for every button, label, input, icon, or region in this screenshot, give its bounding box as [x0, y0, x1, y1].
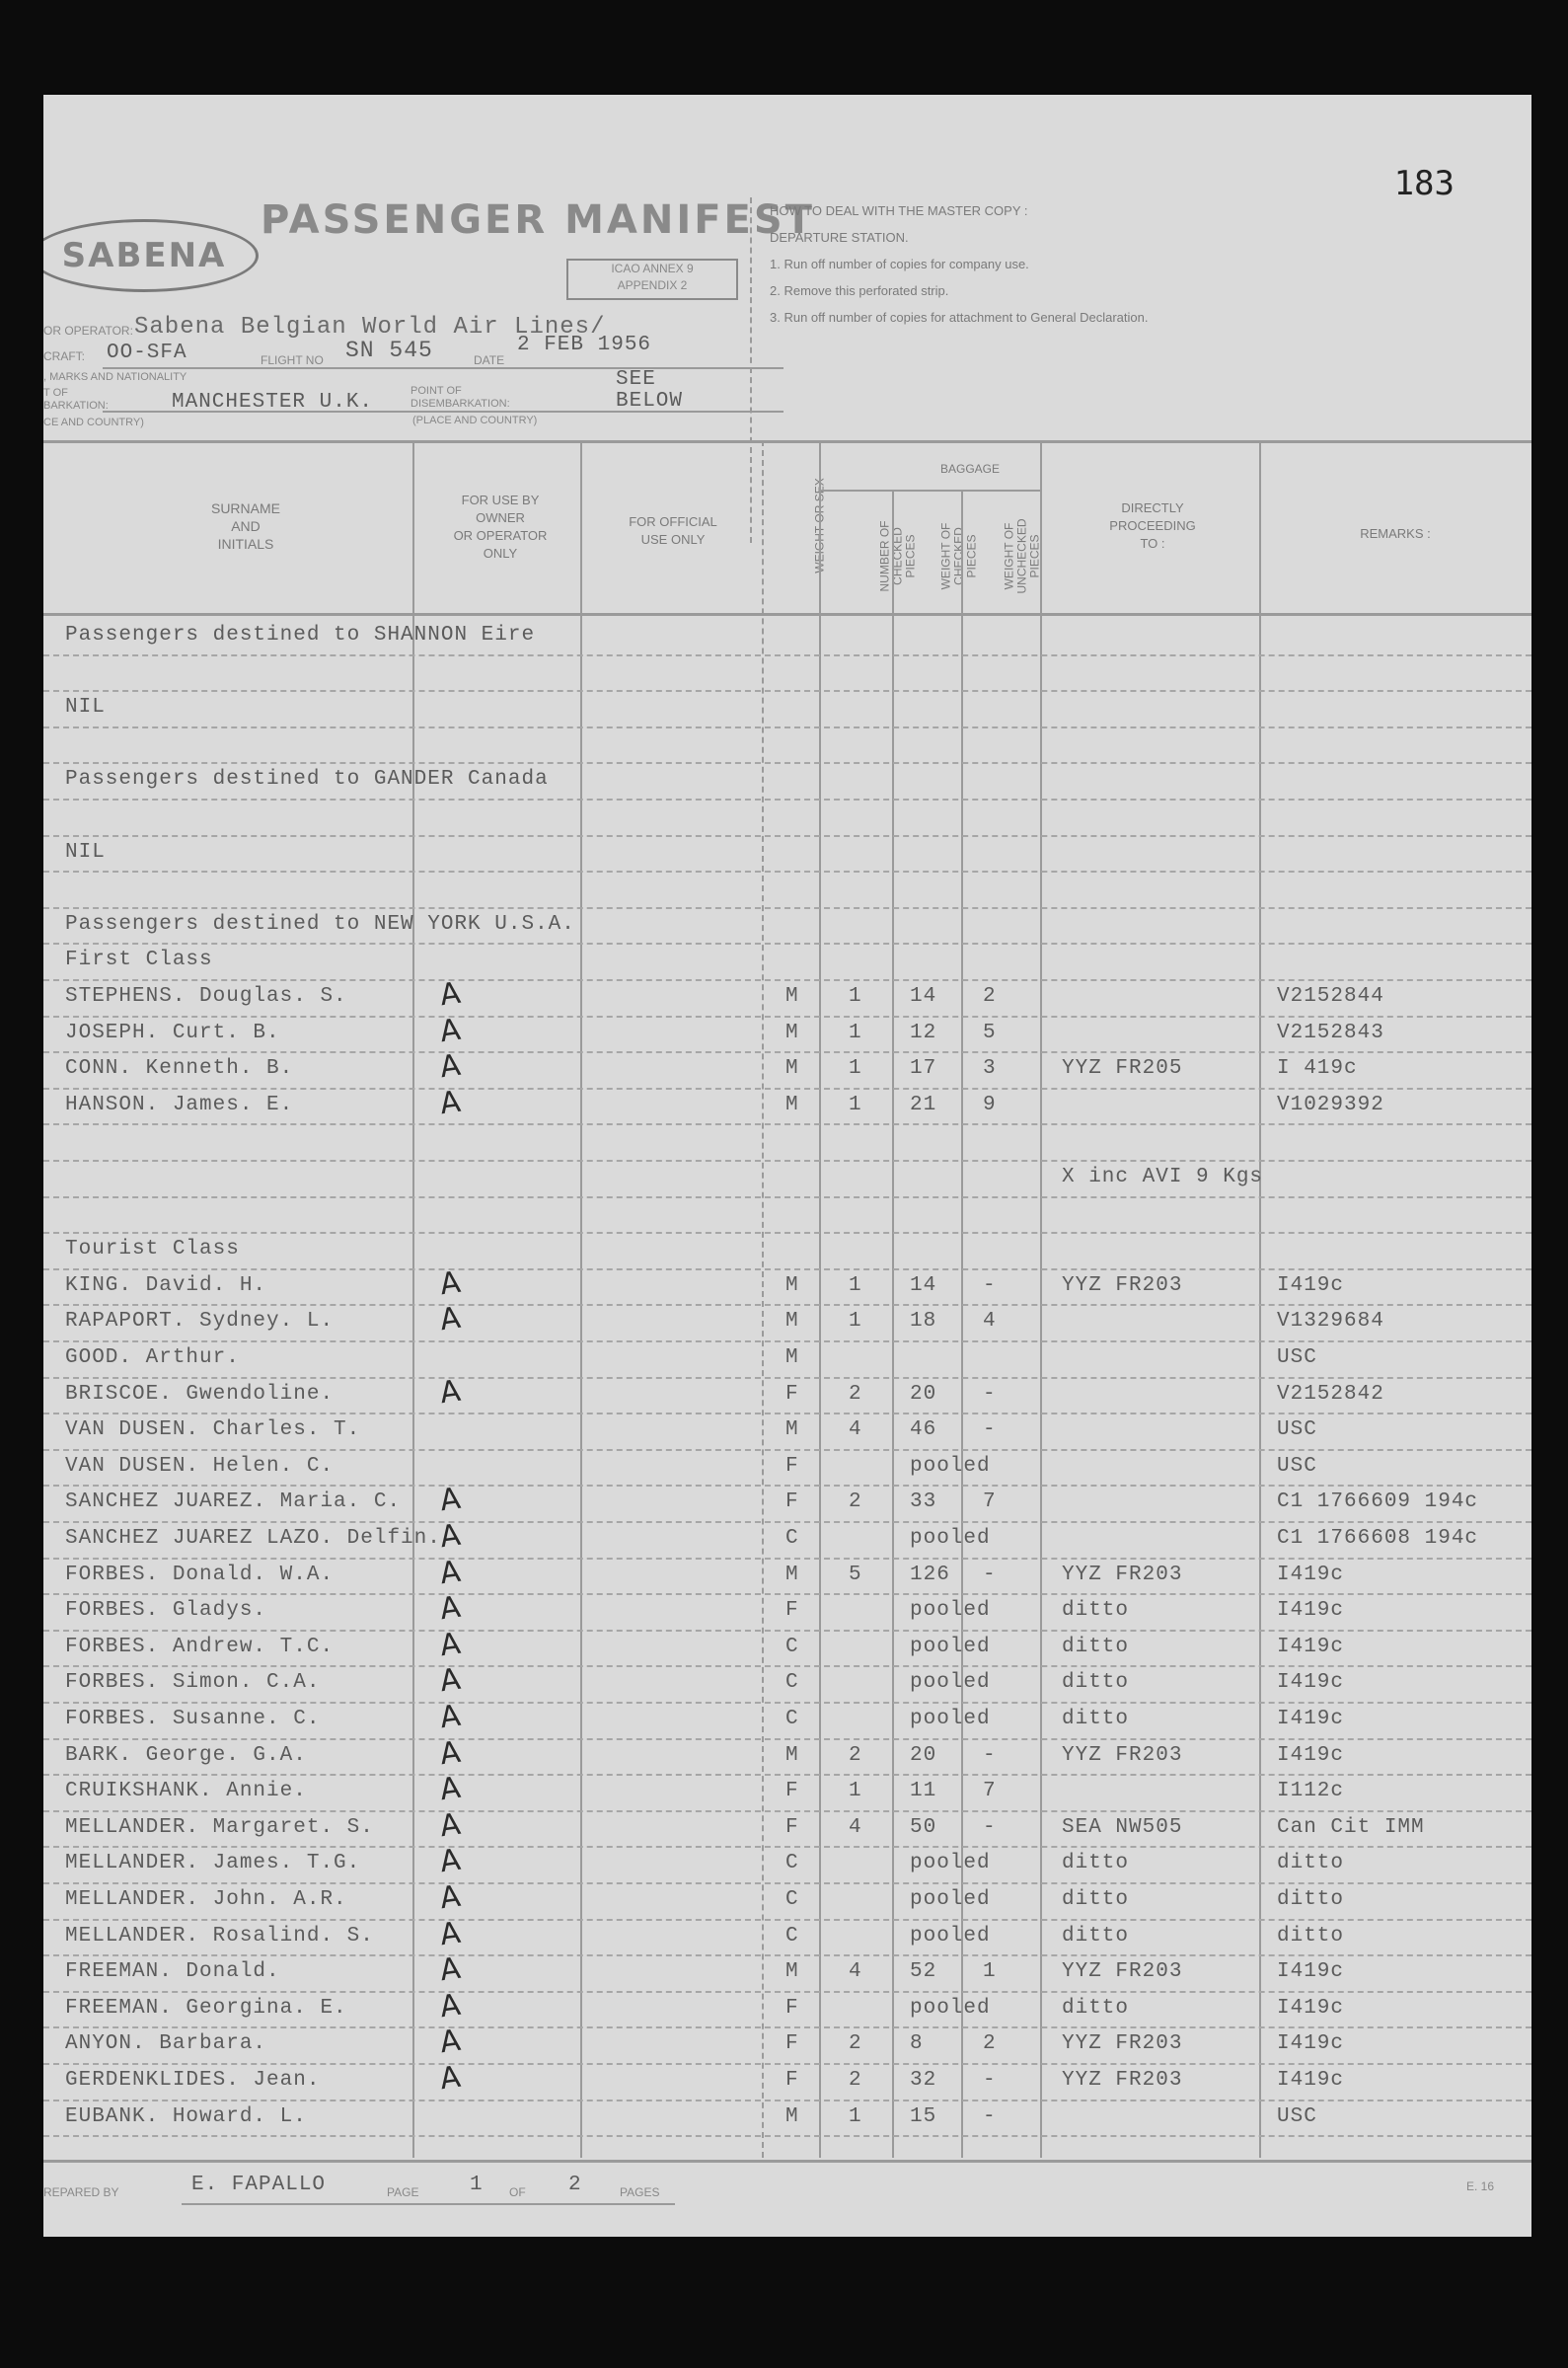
row-rule	[43, 2135, 1531, 2137]
row-remarks: I419c	[1277, 1273, 1345, 1297]
table-row	[43, 1413, 1531, 1450]
instruction-2: 2. Remove this perforated strip.	[770, 283, 949, 298]
row-name: GOOD. Arthur.	[65, 1346, 240, 1369]
row-checked-weight: 21	[910, 1093, 937, 1116]
row-checked-weight: pooled	[910, 1671, 991, 1695]
table-row	[43, 1123, 1531, 1161]
handwritten-check-mark: A	[437, 1806, 463, 1845]
row-name: Tourist Class	[65, 1238, 240, 1261]
col-num-checked: NUMBER OF CHECKED PIECES	[877, 520, 918, 592]
handwritten-check-mark: A	[437, 975, 463, 1014]
table-row	[43, 1301, 1531, 1341]
instruction-1: 1. Run off number of copies for company use.	[770, 257, 1029, 271]
row-remarks: I419c	[1277, 2032, 1345, 2056]
handwritten-check-mark: A	[437, 1626, 463, 1664]
row-name: HANSON. James. E.	[65, 1093, 294, 1116]
embark-value: MANCHESTER U.K.	[172, 391, 374, 414]
row-proceeding-to: YYZ FR203	[1062, 1273, 1183, 1297]
row-sex: C	[785, 1888, 799, 1911]
craft-value: OO-SFA	[107, 342, 187, 364]
row-remarks: V1029392	[1277, 1093, 1384, 1116]
col-baggage: BAGGAGE	[939, 462, 1001, 476]
table-row	[43, 1843, 1531, 1883]
row-name: MELLANDER. James. T.G.	[65, 1852, 361, 1875]
row-proceeding-to: ditto	[1062, 1888, 1130, 1911]
col-wt-checked: WEIGHT OF CHECKED PIECES	[938, 522, 979, 590]
row-unchecked-weight: -	[983, 1418, 997, 1442]
handwritten-check-mark: A	[437, 1301, 463, 1338]
handwritten-check-mark: A	[437, 1950, 463, 1989]
handwritten-check-mark: A	[437, 1662, 463, 1700]
row-sex: F	[785, 1996, 799, 2020]
row-remarks: ditto	[1277, 1852, 1345, 1875]
row-checked-weight: 8	[910, 2032, 924, 2056]
row-checked-pieces: 2	[849, 1743, 862, 1767]
row-remarks: USC	[1277, 1418, 1317, 1442]
handwritten-check-mark: A	[437, 1047, 463, 1086]
row-unchecked-weight: 2	[983, 2032, 997, 2056]
row-sex: M	[785, 2104, 799, 2128]
row-proceeding-to: ditto	[1062, 1671, 1130, 1695]
row-checked-pieces: 1	[849, 1780, 862, 1803]
table-top-border	[43, 440, 1531, 443]
date-value: 2 FEB 1956	[517, 334, 652, 356]
row-sex: M	[785, 1310, 799, 1334]
sabena-logo: SABENA	[43, 219, 259, 292]
instruction-heading: HOW TO DEAL WITH THE MASTER COPY :	[770, 203, 1028, 218]
row-sex: F	[785, 2069, 799, 2092]
row-unchecked-weight: 7	[983, 1780, 997, 1803]
row-checked-weight: 33	[910, 1490, 937, 1514]
table-row	[43, 1160, 1531, 1197]
row-name: NIL	[65, 840, 106, 864]
table-row	[43, 1340, 1531, 1378]
row-checked-weight: pooled	[910, 1888, 991, 1911]
manifest-title: PASSENGER MANIFEST	[261, 197, 815, 243]
row-checked-weight: pooled	[910, 1852, 991, 1875]
table-row	[43, 975, 1531, 1017]
table-row	[43, 1589, 1531, 1631]
table-row	[43, 1987, 1531, 2028]
row-checked-weight: 12	[910, 1021, 937, 1044]
manifest-sheet	[43, 95, 1531, 2237]
baggage-header-rule	[819, 490, 1040, 492]
col-surname: SURNAME AND INITIALS	[210, 500, 280, 552]
row-sex: M	[785, 1093, 799, 1116]
row-name: GERDENKLIDES. Jean.	[65, 2069, 321, 2092]
disembark-place-label: (PLACE AND COUNTRY)	[412, 415, 538, 426]
row-checked-weight: 50	[910, 1815, 937, 1839]
row-unchecked-weight: 2	[983, 985, 997, 1008]
row-checked-pieces: 4	[849, 1815, 862, 1839]
handwritten-check-mark: A	[437, 1698, 463, 1736]
row-proceeding-to: ditto	[1062, 1708, 1130, 1730]
row-remarks: ditto	[1277, 1924, 1345, 1948]
icao-line-2: APPENDIX 2	[617, 278, 688, 292]
row-remarks: I419c	[1277, 2069, 1345, 2092]
prepared-by-label: REPARED BY	[43, 2185, 119, 2199]
row-proceeding-to: ditto	[1062, 1996, 1130, 2020]
row-sex: F	[785, 1382, 799, 1406]
row-proceeding-to: ditto	[1062, 1635, 1130, 1658]
table-row	[43, 1878, 1531, 1920]
row-sex: C	[785, 1635, 799, 1658]
table-row	[43, 618, 1531, 655]
row-sex: C	[785, 1852, 799, 1875]
table-row	[43, 1662, 1531, 1703]
table-row	[43, 1915, 1531, 1956]
row-name: ANYON. Barbara.	[65, 2032, 267, 2056]
handwritten-check-mark: A	[437, 1843, 463, 1880]
row-name: Passengers destined to NEW YORK U.S.A.	[65, 912, 575, 936]
row-checked-pieces: 4	[849, 1960, 862, 1984]
row-sex: M	[785, 1960, 799, 1984]
row-checked-weight: pooled	[910, 1527, 991, 1550]
row-sex: M	[785, 1418, 799, 1442]
row-checked-pieces: 1	[849, 1057, 862, 1081]
row-remarks: I112c	[1277, 1780, 1345, 1803]
disembark-label: POINT OF DISEMBARKATION:	[411, 385, 510, 410]
row-sex: F	[785, 1815, 799, 1839]
row-name: JOSEPH. Curt. B.	[65, 1021, 280, 1044]
icao-annex-box	[566, 259, 738, 300]
document-number: 183	[1393, 164, 1455, 203]
row-unchecked-weight: -	[983, 1743, 997, 1767]
handwritten-check-mark: A	[437, 1517, 463, 1556]
row-checked-pieces: 2	[849, 2032, 862, 2056]
col-official: FOR OFFICIAL USE ONLY	[629, 514, 717, 547]
table-row	[43, 1449, 1531, 1487]
disembark-value: SEE BELOW	[616, 368, 684, 413]
row-remarks: USC	[1277, 1346, 1317, 1369]
table-row	[43, 1698, 1531, 1739]
row-checked-pieces: 5	[849, 1563, 862, 1586]
handwritten-check-mark: A	[437, 1084, 463, 1122]
col-wt-unchecked: WEIGHT OF UNCHECKED PIECES	[1002, 518, 1042, 594]
row-checked-weight: 20	[910, 1382, 937, 1406]
row-checked-weight: pooled	[910, 1996, 991, 2020]
row-checked-weight: 32	[910, 2069, 937, 2092]
row-checked-pieces: 1	[849, 1273, 862, 1297]
row-proceeding-to: X inc AVI 9 Kgs	[1062, 1166, 1264, 1188]
row-name: VAN DUSEN. Charles. T.	[65, 1418, 361, 1442]
table-row	[43, 835, 1531, 873]
row-proceeding-to: YYZ FR205	[1062, 1057, 1183, 1081]
row-name: SANCHEZ JUAREZ LAZO. Delfin.	[65, 1527, 441, 1550]
row-name: FORBES. Simon. C.A.	[65, 1671, 321, 1695]
row-unchecked-weight: 1	[983, 1960, 997, 1984]
table-row	[43, 1734, 1531, 1776]
row-unchecked-weight: 7	[983, 1490, 997, 1514]
handwritten-check-mark: A	[437, 1987, 463, 2025]
row-sex: C	[785, 1527, 799, 1550]
row-checked-weight: 15	[910, 2104, 937, 2128]
row-unchecked-weight: 9	[983, 1093, 997, 1116]
row-sex: C	[785, 1671, 799, 1695]
handwritten-check-mark: A	[437, 2024, 463, 2061]
row-remarks: V2152843	[1277, 1021, 1384, 1044]
instruction-subheading: DEPARTURE STATION.	[770, 230, 909, 245]
row-checked-pieces: 1	[849, 1310, 862, 1334]
handwritten-check-mark: A	[437, 1734, 463, 1772]
row-proceeding-to: ditto	[1062, 1924, 1130, 1948]
of-value: 2	[568, 2174, 582, 2196]
row-name: FREEMAN. Donald.	[65, 1960, 280, 1984]
table-row	[43, 871, 1531, 908]
row-checked-weight: pooled	[910, 1454, 991, 1478]
row-proceeding-to: YYZ FR203	[1062, 2069, 1183, 2092]
row-checked-weight: 20	[910, 1743, 937, 1767]
table-bottom-border	[43, 2160, 1531, 2163]
handwritten-check-mark: A	[437, 2059, 463, 2098]
table-row	[43, 2026, 1531, 2064]
date-label: DATE	[474, 353, 505, 367]
row-checked-pieces: 1	[849, 1021, 862, 1044]
table-row	[43, 1196, 1531, 1234]
row-name: Passengers destined to SHANNON Eire	[65, 624, 536, 647]
row-proceeding-to: ditto	[1062, 1599, 1130, 1623]
row-checked-weight: 46	[910, 1418, 937, 1442]
page-label: PAGE	[387, 2185, 419, 2199]
row-sex: F	[785, 1490, 799, 1514]
row-name: EUBANK. Howard. L.	[65, 2104, 307, 2128]
row-name: MELLANDER. Rosalind. S.	[65, 1924, 374, 1948]
row-name: FORBES. Gladys.	[65, 1599, 267, 1623]
row-checked-pieces: 1	[849, 1093, 862, 1116]
row-checked-weight: pooled	[910, 1635, 991, 1658]
handwritten-check-mark: A	[437, 1482, 463, 1519]
row-name: KING. David. H.	[65, 1273, 267, 1297]
prepared-rule	[182, 2203, 675, 2205]
row-unchecked-weight: -	[983, 1815, 997, 1839]
row-remarks: I419c	[1277, 1960, 1345, 1984]
pages-label: PAGES	[620, 2185, 660, 2199]
table-row	[43, 943, 1531, 980]
table-row	[43, 1770, 1531, 1811]
row-name: BARK. George. G.A.	[65, 1743, 307, 1767]
row-sex: M	[785, 1743, 799, 1767]
row-proceeding-to: ditto	[1062, 1852, 1130, 1875]
col-directly-proceeding: DIRECTLY PROCEEDING TO :	[1109, 500, 1196, 551]
row-sex: M	[785, 1346, 799, 1369]
row-sex: M	[785, 1057, 799, 1081]
table-row	[43, 1373, 1531, 1414]
handwritten-check-mark: A	[437, 1770, 463, 1808]
flight-no-value: SN 545	[345, 338, 433, 363]
table-header-border	[43, 613, 1531, 616]
row-checked-pieces: 2	[849, 2069, 862, 2092]
row-name: MELLANDER. Margaret. S.	[65, 1815, 374, 1839]
handwritten-check-mark: A	[437, 1878, 463, 1917]
row-checked-weight: 52	[910, 1960, 937, 1984]
form-code: E. 16	[1466, 2179, 1495, 2193]
row-name: First Class	[65, 949, 213, 972]
row-checked-weight: pooled	[910, 1599, 991, 1623]
handwritten-check-mark: A	[437, 1915, 463, 1952]
row-remarks: V2152842	[1277, 1382, 1384, 1406]
table-row	[43, 1047, 1531, 1089]
row-checked-weight: 14	[910, 985, 937, 1008]
row-sex: M	[785, 985, 799, 1008]
row-name: CRUIKSHANK. Annie.	[65, 1780, 307, 1803]
page-value: 1	[470, 2174, 484, 2196]
row-sex: M	[785, 1563, 799, 1586]
row-remarks: I419c	[1277, 1599, 1345, 1623]
row-name: SANCHEZ JUAREZ. Maria. C.	[65, 1490, 402, 1514]
row-unchecked-weight: 3	[983, 1057, 997, 1081]
col-owner: FOR USE BY OWNER OR OPERATOR ONLY	[453, 493, 548, 561]
row-checked-weight: pooled	[910, 1924, 991, 1948]
embark-label: T OF BARKATION:	[43, 387, 109, 412]
row-checked-pieces: 1	[849, 2104, 862, 2128]
perforated-strip	[750, 197, 752, 543]
craft-label: CRAFT:	[43, 349, 85, 363]
row-remarks: I419c	[1277, 1743, 1345, 1767]
row-sex: M	[785, 1273, 799, 1297]
row-unchecked-weight: -	[983, 1563, 997, 1586]
col-remarks: REMARKS :	[1360, 526, 1431, 541]
row-remarks: Can Cit IMM	[1277, 1815, 1425, 1839]
table-row	[43, 1554, 1531, 1595]
row-unchecked-weight: 5	[983, 1021, 997, 1044]
row-name: FORBES. Andrew. T.C.	[65, 1635, 335, 1658]
handwritten-check-mark: A	[437, 1012, 463, 1049]
master-copy-instructions	[770, 197, 1148, 331]
handwritten-check-mark: A	[437, 1554, 463, 1591]
row-checked-weight: 17	[910, 1057, 937, 1081]
row-remarks: USC	[1277, 2104, 1317, 2128]
table-row	[43, 654, 1531, 692]
operator-label: OR OPERATOR:	[43, 324, 133, 338]
row-remarks: I419c	[1277, 1635, 1345, 1658]
prepared-by-value: E. FAPALLO	[191, 2174, 327, 2196]
row-checked-pieces: 1	[849, 985, 862, 1008]
row-name: FORBES. Susanne. C.	[65, 1708, 321, 1730]
row-proceeding-to: YYZ FR203	[1062, 1743, 1183, 1767]
row-checked-pieces: 2	[849, 1490, 862, 1514]
row-remarks: USC	[1277, 1454, 1317, 1478]
row-proceeding-to: YYZ FR203	[1062, 1960, 1183, 1984]
table-row	[43, 2059, 1531, 2101]
table-row	[43, 1264, 1531, 1306]
row-name: CONN. Kenneth. B.	[65, 1057, 294, 1081]
row-sex: M	[785, 1021, 799, 1044]
row-name: VAN DUSEN. Helen. C.	[65, 1454, 335, 1478]
row-checked-weight: 11	[910, 1780, 937, 1803]
row-sex: F	[785, 1454, 799, 1478]
row-remarks: I419c	[1277, 1708, 1345, 1730]
table-row	[43, 1626, 1531, 1667]
table-row	[43, 1012, 1531, 1053]
table-row	[43, 799, 1531, 836]
row-sex: C	[785, 1708, 799, 1730]
row-remarks: I419c	[1277, 1671, 1345, 1695]
icao-line-1: ICAO ANNEX 9	[611, 262, 694, 275]
row-name: STEPHENS. Douglas. S.	[65, 985, 347, 1008]
row-name: NIL	[65, 696, 106, 720]
instruction-3: 3. Run off number of copies for attachment to General Declaration.	[770, 310, 1149, 325]
row-checked-weight: 126	[910, 1563, 950, 1586]
table-row	[43, 690, 1531, 727]
row-sex: F	[785, 2032, 799, 2056]
row-proceeding-to: YYZ FR203	[1062, 2032, 1183, 2056]
row-remarks: ditto	[1277, 1888, 1345, 1911]
row-name: MELLANDER. John. A.R.	[65, 1888, 347, 1911]
table-row	[43, 2100, 1531, 2137]
table-row	[43, 762, 1531, 800]
embark-place-label: CE AND COUNTRY)	[43, 417, 144, 428]
embark-rule	[103, 411, 784, 413]
marks-label: , MARKS AND NATIONALITY	[43, 371, 187, 383]
handwritten-check-mark: A	[437, 1589, 463, 1628]
row-name: RAPAPORT. Sydney. L.	[65, 1310, 335, 1334]
row-checked-pieces: 4	[849, 1418, 862, 1442]
table-row	[43, 1482, 1531, 1522]
row-remarks: V2152844	[1277, 985, 1384, 1008]
row-unchecked-weight: -	[983, 1273, 997, 1297]
row-remarks: I419c	[1277, 1563, 1345, 1586]
row-remarks: I 419c	[1277, 1057, 1358, 1081]
row-name: FREEMAN. Georgina. E.	[65, 1996, 347, 2020]
table-row	[43, 1806, 1531, 1848]
row-checked-weight: pooled	[910, 1708, 991, 1730]
table-row	[43, 1517, 1531, 1559]
row-checked-weight: 14	[910, 1273, 937, 1297]
row-unchecked-weight: -	[983, 1382, 997, 1406]
row-unchecked-weight: 4	[983, 1310, 997, 1334]
row-name: Passengers destined to GANDER Canada	[65, 768, 549, 792]
row-name: BRISCOE. Gwendoline.	[65, 1382, 335, 1406]
row-remarks: C1 1766609 194c	[1277, 1490, 1479, 1514]
row-checked-pieces: 2	[849, 1382, 862, 1406]
of-label: OF	[509, 2185, 526, 2199]
table-row	[43, 907, 1531, 945]
row-unchecked-weight: -	[983, 2104, 997, 2128]
row-sex: F	[785, 1599, 799, 1623]
handwritten-check-mark: A	[437, 1373, 463, 1411]
row-remarks: C1 1766608 194c	[1277, 1527, 1479, 1550]
row-remarks: I419c	[1277, 1996, 1345, 2020]
row-checked-weight: 18	[910, 1310, 937, 1334]
row-name: FORBES. Donald. W.A.	[65, 1563, 335, 1586]
row-proceeding-to: YYZ FR203	[1062, 1563, 1183, 1586]
flight-no-label: FLIGHT NO	[261, 353, 324, 367]
row-sex: C	[785, 1924, 799, 1948]
col-weight-sex: WEIGHT OR SEX	[812, 478, 827, 573]
operator-value: Sabena Belgian World Air Lines/	[134, 314, 606, 341]
handwritten-check-mark: A	[437, 1264, 463, 1303]
table-row	[43, 726, 1531, 764]
table-row	[43, 1232, 1531, 1269]
row-sex: F	[785, 1780, 799, 1803]
table-row	[43, 1950, 1531, 1992]
table-row	[43, 1084, 1531, 1125]
row-proceeding-to: SEA NW505	[1062, 1815, 1183, 1839]
row-unchecked-weight: -	[983, 2069, 997, 2092]
row-remarks: V1329684	[1277, 1310, 1384, 1334]
